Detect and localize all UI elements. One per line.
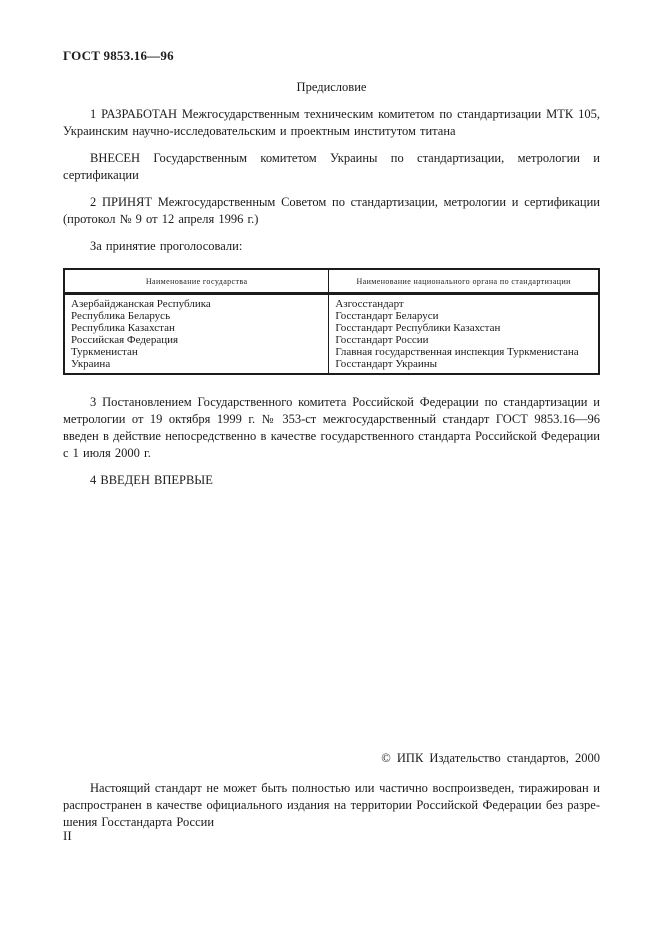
- country-cell: Республика Казахстан: [71, 322, 175, 334]
- country-cell: Российская Федерация: [71, 334, 179, 346]
- vote-intro: За принятие проголосовали:: [90, 239, 243, 253]
- page-title: Предисловие: [296, 80, 367, 94]
- country-cell: Туркменистан: [71, 346, 138, 358]
- country-cell: Азербайджанская Республика: [71, 298, 211, 310]
- table-row: [64, 334, 599, 346]
- copyright-notice: [63, 780, 600, 831]
- country-cell: Республика Беларусь: [71, 310, 171, 322]
- clause-submitted: ВНЕСЕН Государственным комитетом Украины по стандартизации, метрологии и сертификации: [63, 151, 600, 182]
- page-number: II: [63, 828, 72, 843]
- country-cell: Украина: [71, 358, 111, 370]
- org-cell: Госстандарт Украины: [329, 358, 599, 374]
- org-cell: Госстандарт России: [329, 334, 599, 346]
- notice-line: распространен в качестве официального издания на территории Российской Федерации без разре-: [63, 798, 600, 812]
- org-cell: Госстандарт Беларуси: [329, 310, 599, 322]
- org-cell: Госстандарт Республики Казахстан: [329, 322, 599, 334]
- clause-first-time: 4 ВВЕДЕН ВПЕРВЫЕ: [90, 473, 213, 487]
- org-cell: Азгосстандарт: [329, 294, 599, 311]
- notice-line: шения Госстандарта России: [63, 815, 215, 829]
- copyright-line: © ИПК Издательство стандартов, 2000: [381, 751, 600, 765]
- table-row: [64, 346, 599, 358]
- org-cell: Главная государственная инспекция Туркменистана: [329, 346, 599, 358]
- doc-code: ГОСТ 9853.16—96: [63, 48, 174, 63]
- page-footer: [63, 750, 600, 831]
- vote-table: [63, 268, 600, 375]
- table-row: [64, 358, 599, 374]
- table-row: [64, 322, 599, 334]
- table-header-org: Наименование национального органа по стандартизации: [329, 269, 599, 294]
- notice-line: Настоящий стандарт не может быть полностью или частично воспроизведен, тиражирован и: [90, 781, 600, 795]
- table-header-row: [64, 269, 599, 294]
- table-row: [64, 310, 599, 322]
- clause-developed: 1 РАЗРАБОТАН Межгосударственным техническим комитетом по стандартизации МТК 105, Украинским научно-исследовательским и проектным институтом титана: [63, 107, 600, 138]
- clause-adopted: 2 ПРИНЯТ Межгосударственным Советом по стандартизации, метрологии и сертификации (протокол № 9 от 12 апреля 1996 г.): [63, 195, 600, 226]
- table-header-state: Наименование государства: [64, 269, 329, 294]
- clause-enacted: 3 Постановлением Государственного комитета Российской Федерации по стандартизации и метрологии от 19 октября 1999 г. № 353-ст межгосударственный стандарт ГОСТ 9853.16—96 введен в действие непосредственно в качестве государственного стандарта Российской Федерации с 1 июля 2000 г.: [63, 395, 600, 460]
- table-row: [64, 294, 599, 311]
